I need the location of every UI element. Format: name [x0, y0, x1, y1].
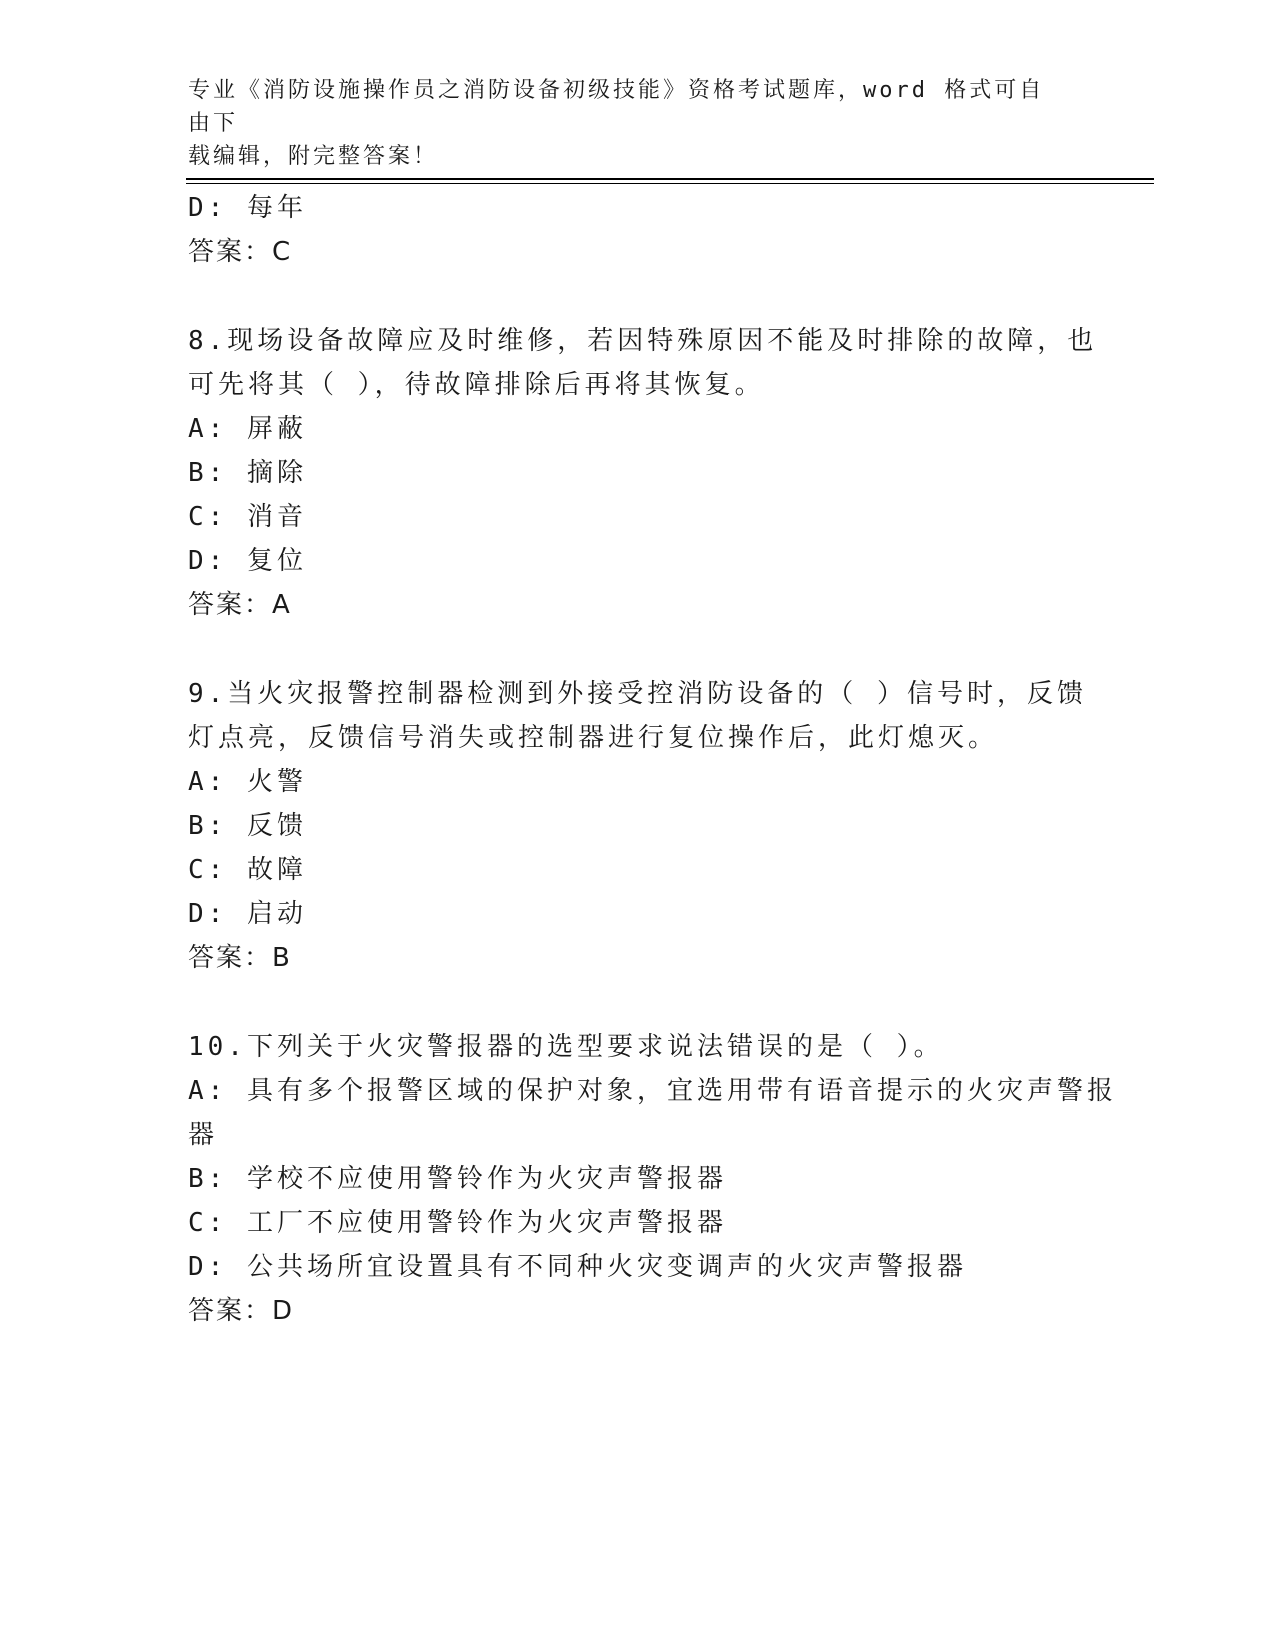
- header-line-2: 载编辑，附完整答案！: [188, 144, 439, 169]
- header-line-1: 专业《消防设施操作员之消防设备初级技能》资格考试题库，word 格式可自由下: [188, 78, 1045, 136]
- q9-stem-line-2: 灯点亮，反馈信号消失或控制器进行复位操作后，此灯熄灭。: [188, 723, 999, 753]
- q8-stem-line-1: 8.现场设备故障应及时维修，若因特殊原因不能及时排除的故障，也: [188, 326, 1098, 356]
- q9-option-c: C: 故障: [188, 855, 307, 885]
- q10-option-d: D: 公共场所宜设置具有不同种火灾变调声的火灾声警报器: [188, 1252, 967, 1282]
- q8-option-c: C: 消音: [188, 502, 307, 532]
- header-divider-thin: [186, 183, 1154, 184]
- q10-option-b: B: 学校不应使用警铃作为火灾声警报器: [188, 1164, 727, 1194]
- q9-option-b: B: 反馈: [188, 811, 307, 841]
- q10-option-c: C: 工厂不应使用警铃作为火灾声警报器: [188, 1208, 727, 1238]
- q7-answer: 答案：C: [188, 237, 293, 267]
- q10-option-a-line-1: A: 具有多个报警区域的保护对象，宜选用带有语音提示的火灾声警报: [188, 1076, 1117, 1106]
- q9-answer: 答案：B: [188, 943, 292, 973]
- q9-stem-line-1: 9.当火灾报警控制器检测到外接受控消防设备的（ ）信号时，反馈: [188, 679, 1087, 709]
- q8-option-d: D: 复位: [188, 546, 307, 576]
- q9-option-d: D: 启动: [188, 899, 307, 929]
- q10-stem-line-1: 10.下列关于火灾警报器的选型要求说法错误的是（ ）。: [188, 1032, 944, 1062]
- q7-option-d: D: 每年: [188, 193, 307, 223]
- q8-answer: 答案：A: [188, 590, 292, 620]
- q10-answer: 答案：D: [188, 1296, 295, 1326]
- q8-option-b: B: 摘除: [188, 458, 307, 488]
- q10-option-a-line-2: 器: [188, 1120, 219, 1150]
- header-divider-thick: [186, 178, 1154, 180]
- q8-stem-line-2: 可先将其（ ），待故障排除后再将其恢复。: [188, 370, 765, 400]
- document-header: [188, 74, 1068, 173]
- q9-option-a: A: 火警: [188, 767, 307, 797]
- q8-option-a: A: 屏蔽: [188, 414, 307, 444]
